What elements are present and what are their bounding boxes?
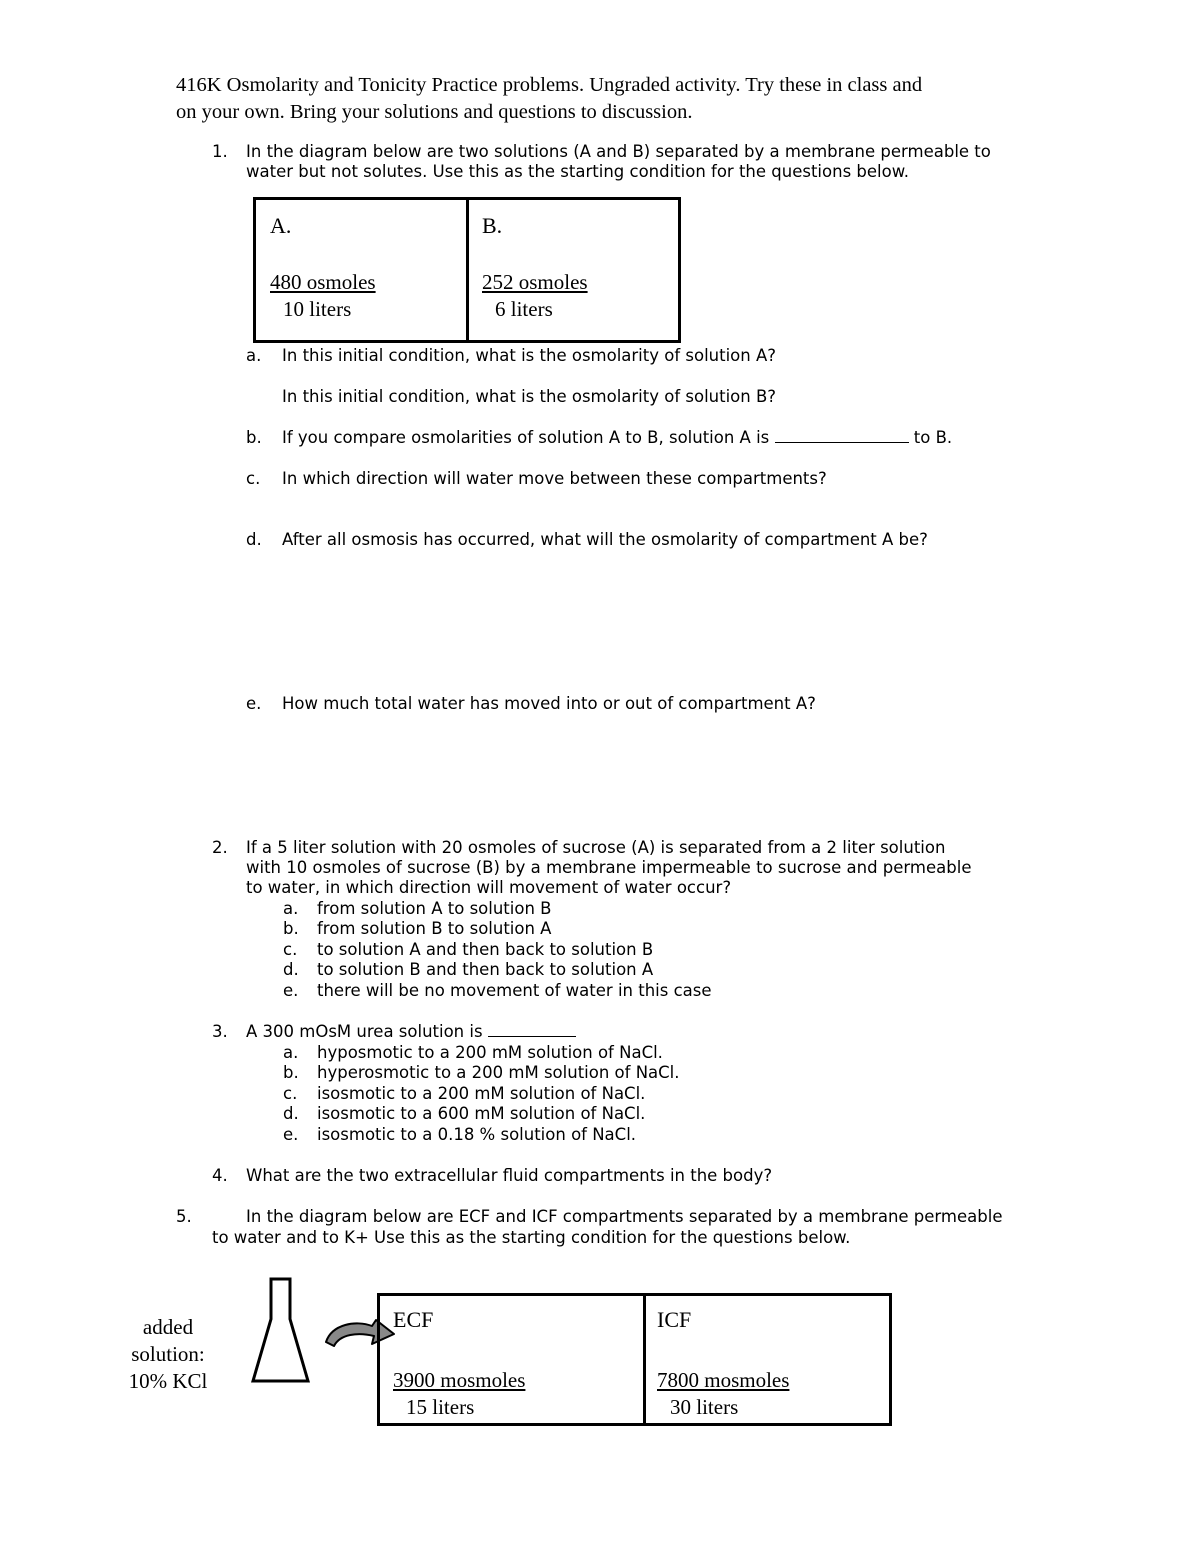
ecf-label: ECF [393, 1307, 434, 1332]
question-4-text: What are the two extracellular fluid compartments in the body? [246, 1166, 773, 1185]
ecf-osmoles: 3900 mosmoles [393, 1368, 526, 1392]
q1-part-e-text: How much total water has moved into or out of compartment A? [282, 694, 816, 713]
added-solution-label-line-2: solution: [131, 1342, 205, 1366]
question-1-text-line-2: water but not solutes. Use this as the starting condition for the questions below. [246, 162, 909, 181]
q1-part-e-letter: e. [246, 694, 262, 713]
compartment-b [482, 212, 588, 323]
question-2-line-3: to water, in which direction will movement of water occur? [246, 878, 732, 897]
intro-line-1: 416K Osmolarity and Tonicity Practice problems. Ungraded activity. Try these in class and [176, 74, 923, 96]
compartment-diagram-1 [253, 197, 681, 343]
icf-volume: 30 liters [670, 1395, 739, 1419]
answer-blank [488, 1022, 576, 1037]
ecf-volume: 15 liters [406, 1395, 475, 1419]
q1-part-d-letter: d. [246, 530, 262, 549]
question-5-number: 5. [176, 1207, 192, 1226]
added-solution-label-line-1: added [142, 1315, 194, 1339]
compartment-b-volume: 6 liters [495, 297, 553, 321]
question-3-stem: A 300 mOsM urea solution is [246, 1022, 483, 1041]
membrane-divider [466, 200, 469, 340]
compartment-a [270, 212, 376, 323]
question-3-number: 3. [212, 1022, 228, 1041]
intro-paragraph [176, 72, 922, 126]
q2-option-c: to solution A and then back to solution B [317, 940, 654, 959]
q1-part-c-letter: c. [246, 469, 261, 488]
q1-part-b-text [282, 428, 952, 449]
compartment-icf [657, 1306, 789, 1421]
q3-option-c: isosmotic to a 200 mM solution of NaCl. [317, 1084, 646, 1103]
q1-part-b-text-after: to B. [913, 428, 953, 447]
q3-option-b-letter: b. [283, 1063, 299, 1082]
q2-option-a-letter: a. [283, 899, 299, 918]
compartment-a-volume: 10 liters [283, 297, 352, 321]
question-2-line-1: If a 5 liter solution with 20 osmoles of sucrose (A) is separated from a 2 liter solution [246, 838, 946, 857]
q2-option-b: from solution B to solution A [317, 919, 552, 938]
q2-option-e: there will be no movement of water in this case [317, 981, 712, 1000]
icf-label: ICF [657, 1307, 692, 1332]
question-3-text [246, 1022, 576, 1043]
q3-option-d: isosmotic to a 600 mM solution of NaCl. [317, 1104, 646, 1123]
added-solution-label [128, 1314, 208, 1395]
q1-part-d-text: After all osmosis has occurred, what will the osmolarity of compartment A be? [282, 530, 928, 549]
question-4-number: 4. [212, 1166, 228, 1185]
q2-option-d: to solution B and then back to solution A [317, 960, 654, 979]
compartment-ecf [393, 1306, 525, 1421]
compartment-a-label: A. [270, 213, 292, 238]
added-solution-label-line-3: 10% KCl [128, 1369, 208, 1393]
q1-part-b-text-before: If you compare osmolarities of solution A to B, solution A is [282, 428, 770, 447]
q3-option-e: isosmotic to a 0.18 % solution of NaCl. [317, 1125, 637, 1144]
question-5-text-line-1: In the diagram below are ECF and ICF compartments separated by a membrane permeable [246, 1207, 1003, 1226]
q3-option-a: hyposmotic to a 200 mM solution of NaCl. [317, 1043, 663, 1062]
q3-option-d-letter: d. [283, 1104, 299, 1123]
q1-part-b-letter: b. [246, 428, 262, 447]
q1-part-a-letter: a. [246, 346, 262, 365]
question-5-text-line-2: to water and to K+ Use this as the starting condition for the questions below. [212, 1228, 851, 1247]
q2-option-c-letter: c. [283, 940, 298, 959]
question-2-line-2: with 10 osmoles of sucrose (B) by a membrane impermeable to sucrose and permeable [246, 858, 972, 877]
q3-option-b: hyperosmotic to a 200 mM solution of NaCl. [317, 1063, 680, 1082]
q2-option-e-letter: e. [283, 981, 299, 1000]
q2-option-a: from solution A to solution B [317, 899, 552, 918]
q2-option-b-letter: b. [283, 919, 299, 938]
q1-part-a-text: In this initial condition, what is the osmolarity of solution A? [282, 346, 777, 365]
q2-option-d-letter: d. [283, 960, 299, 979]
q1-part-c-text: In which direction will water move between these compartments? [282, 469, 827, 488]
q1-part-a2-text: In this initial condition, what is the osmolarity of solution B? [282, 387, 777, 406]
question-1-text-line-1: In the diagram below are two solutions (A and B) separated by a membrane permeable to [246, 142, 991, 161]
intro-line-2: on your own. Bring your solutions and questions to discussion. [176, 101, 693, 123]
question-1-number: 1. [212, 142, 228, 161]
compartment-diagram-2 [377, 1293, 892, 1426]
membrane-divider [643, 1296, 646, 1423]
compartment-b-label: B. [482, 213, 503, 238]
question-2-number: 2. [212, 838, 228, 857]
q3-option-c-letter: c. [283, 1084, 298, 1103]
compartment-a-osmoles: 480 osmoles [270, 270, 376, 294]
flask-icon [250, 1277, 312, 1385]
icf-osmoles: 7800 mosmoles [657, 1368, 790, 1392]
compartment-b-osmoles: 252 osmoles [482, 270, 588, 294]
q3-option-a-letter: a. [283, 1043, 299, 1062]
answer-blank [775, 428, 909, 443]
q3-option-e-letter: e. [283, 1125, 299, 1144]
